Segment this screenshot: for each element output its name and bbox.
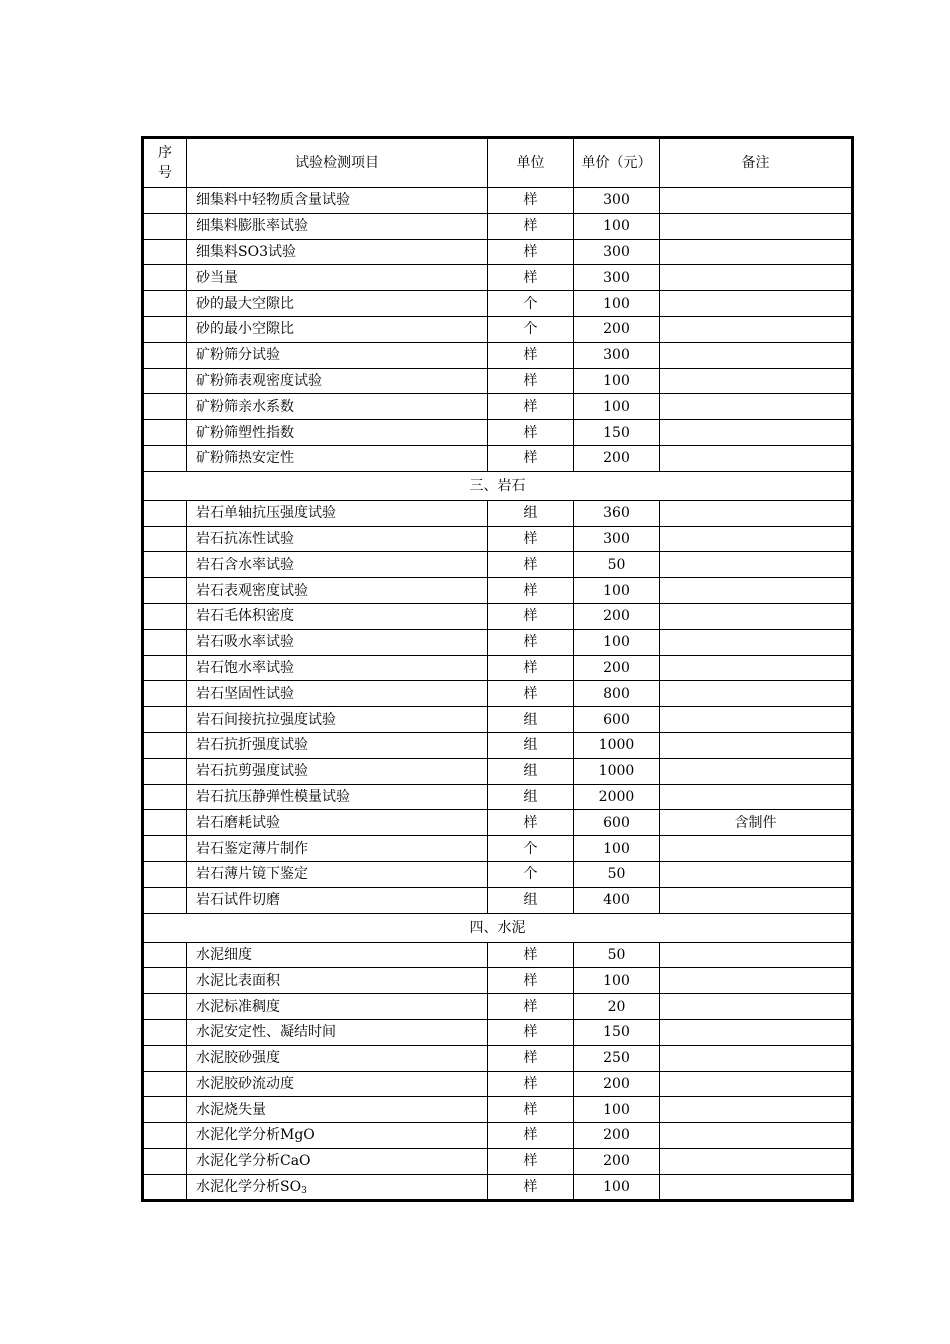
- item-cell: 岩石毛体积密度: [187, 603, 488, 629]
- unit-cell: 样: [488, 603, 574, 629]
- price-cell: 300: [574, 239, 660, 265]
- remark-cell: [660, 655, 852, 681]
- unit-cell: 样: [488, 1123, 574, 1149]
- item-cell: 砂的最大空隙比: [187, 291, 488, 317]
- remark-cell: [660, 758, 852, 784]
- unit-cell: 样: [488, 629, 574, 655]
- remark-cell: [660, 394, 852, 420]
- remark-cell: [660, 707, 852, 733]
- price-cell: 250: [574, 1045, 660, 1071]
- seq-cell: [144, 1019, 187, 1045]
- section-row: [144, 913, 852, 942]
- remark-cell: [660, 1097, 852, 1123]
- unit-cell: 样: [488, 445, 574, 471]
- seq-cell: [144, 784, 187, 810]
- table-row: [144, 368, 852, 394]
- item-cell: 水泥标准稠度: [187, 994, 488, 1020]
- seq-cell: [144, 1148, 187, 1174]
- item-cell: 细集料中轻物质含量试验: [187, 188, 488, 214]
- price-cell: 100: [574, 213, 660, 239]
- unit-cell: 个: [488, 836, 574, 862]
- table-row: [144, 968, 852, 994]
- item-cell: 水泥化学分析MgO: [187, 1123, 488, 1149]
- item-cell: 岩石表观密度试验: [187, 578, 488, 604]
- section-title: 三、岩石: [144, 471, 852, 500]
- price-cell: 2000: [574, 784, 660, 810]
- seq-cell: [144, 942, 187, 968]
- unit-cell: 样: [488, 1071, 574, 1097]
- price-cell: 300: [574, 342, 660, 368]
- table-row: [144, 758, 852, 784]
- item-cell: 细集料膨胀率试验: [187, 213, 488, 239]
- table-row: [144, 1123, 852, 1149]
- seq-cell: [144, 578, 187, 604]
- price-cell: 200: [574, 603, 660, 629]
- section-title: 四、水泥: [144, 913, 852, 942]
- seq-cell: [144, 994, 187, 1020]
- table-row: [144, 732, 852, 758]
- seq-cell: [144, 188, 187, 214]
- remark-cell: [660, 942, 852, 968]
- price-cell: 300: [574, 265, 660, 291]
- unit-cell: 样: [488, 1174, 574, 1200]
- price-table-body: [144, 139, 852, 1200]
- price-cell: 1000: [574, 758, 660, 784]
- unit-cell: 组: [488, 887, 574, 913]
- seq-cell: [144, 681, 187, 707]
- item-cell: 岩石抗冻性试验: [187, 526, 488, 552]
- table-row: [144, 1019, 852, 1045]
- price-cell: 200: [574, 655, 660, 681]
- item-cell: 矿粉筛表观密度试验: [187, 368, 488, 394]
- table-row: [144, 861, 852, 887]
- price-cell: 200: [574, 1071, 660, 1097]
- remark-cell: [660, 681, 852, 707]
- remark-cell: [660, 887, 852, 913]
- remark-cell: [660, 342, 852, 368]
- table-row: [144, 994, 852, 1020]
- table-row: [144, 445, 852, 471]
- remark-cell: [660, 265, 852, 291]
- unit-cell: 样: [488, 265, 574, 291]
- table-row: [144, 681, 852, 707]
- seq-cell: [144, 552, 187, 578]
- unit-cell: 样: [488, 1045, 574, 1071]
- subscript-3: 3: [301, 1186, 307, 1197]
- remark-cell: [660, 629, 852, 655]
- price-cell: 1000: [574, 732, 660, 758]
- table-row: [144, 1174, 852, 1200]
- remark-cell: [660, 213, 852, 239]
- table-row: [144, 420, 852, 446]
- unit-cell: 样: [488, 342, 574, 368]
- price-cell: 200: [574, 1148, 660, 1174]
- table-row: [144, 342, 852, 368]
- unit-cell: 样: [488, 239, 574, 265]
- item-cell: 岩石含水率试验: [187, 552, 488, 578]
- remark-cell: [660, 316, 852, 342]
- header-item: 试验检测项目: [187, 139, 488, 188]
- table-row: [144, 603, 852, 629]
- price-cell: 100: [574, 291, 660, 317]
- table-row: [144, 1045, 852, 1071]
- remark-cell: [660, 188, 852, 214]
- price-cell: 50: [574, 552, 660, 578]
- remark-cell: [660, 1045, 852, 1071]
- table-row: [144, 810, 852, 836]
- item-cell: 矿粉筛塑性指数: [187, 420, 488, 446]
- header-row: [144, 139, 852, 188]
- price-cell: 200: [574, 445, 660, 471]
- price-cell: 800: [574, 681, 660, 707]
- remark-cell: [660, 603, 852, 629]
- seq-cell: [144, 1097, 187, 1123]
- table-row: [144, 265, 852, 291]
- table-row: [144, 707, 852, 733]
- unit-cell: 样: [488, 994, 574, 1020]
- remark-cell: [660, 420, 852, 446]
- seq-cell: [144, 887, 187, 913]
- price-cell: 100: [574, 578, 660, 604]
- item-cell: 岩石坚固性试验: [187, 681, 488, 707]
- remark-cell: [660, 552, 852, 578]
- remark-cell: [660, 732, 852, 758]
- table-row: [144, 213, 852, 239]
- remark-cell: [660, 968, 852, 994]
- unit-cell: 样: [488, 213, 574, 239]
- remark-cell: [660, 291, 852, 317]
- price-cell: 100: [574, 1097, 660, 1123]
- seq-cell: [144, 1123, 187, 1149]
- remark-cell: [660, 1148, 852, 1174]
- price-cell: 100: [574, 1174, 660, 1200]
- price-cell: 600: [574, 810, 660, 836]
- seq-cell: [144, 500, 187, 526]
- price-cell: 100: [574, 836, 660, 862]
- seq-cell: [144, 368, 187, 394]
- seq-cell: [144, 445, 187, 471]
- item-cell: 矿粉筛分试验: [187, 342, 488, 368]
- unit-cell: 样: [488, 420, 574, 446]
- table-row: [144, 836, 852, 862]
- item-cell: 水泥安定性、凝结时间: [187, 1019, 488, 1045]
- table-row: [144, 655, 852, 681]
- seq-cell: [144, 1071, 187, 1097]
- seq-cell: [144, 526, 187, 552]
- price-cell: 50: [574, 861, 660, 887]
- seq-cell: [144, 629, 187, 655]
- item-cell: 岩石抗压静弹性模量试验: [187, 784, 488, 810]
- item-cell: 岩石抗剪强度试验: [187, 758, 488, 784]
- price-cell: 100: [574, 629, 660, 655]
- price-cell: 100: [574, 394, 660, 420]
- table-row: [144, 887, 852, 913]
- remark-cell: [660, 445, 852, 471]
- item-cell: 岩石单轴抗压强度试验: [187, 500, 488, 526]
- item-cell: 岩石抗折强度试验: [187, 732, 488, 758]
- remark-cell: [660, 861, 852, 887]
- seq-cell: [144, 861, 187, 887]
- item-cell: 岩石鉴定薄片制作: [187, 836, 488, 862]
- seq-cell: [144, 239, 187, 265]
- price-cell: 400: [574, 887, 660, 913]
- unit-cell: 样: [488, 681, 574, 707]
- price-cell: 300: [574, 188, 660, 214]
- table-row: [144, 578, 852, 604]
- unit-cell: 组: [488, 500, 574, 526]
- item-cell: 水泥化学分析CaO: [187, 1148, 488, 1174]
- unit-cell: 个: [488, 316, 574, 342]
- remark-cell: [660, 1123, 852, 1149]
- unit-cell: 样: [488, 394, 574, 420]
- table-row: [144, 394, 852, 420]
- table-row: [144, 552, 852, 578]
- item-cell: 水泥比表面积: [187, 968, 488, 994]
- seq-cell: [144, 707, 187, 733]
- price-cell: 200: [574, 1123, 660, 1149]
- unit-cell: 样: [488, 578, 574, 604]
- price-table-sheet: [141, 136, 854, 1202]
- item-cell: 岩石吸水率试验: [187, 629, 488, 655]
- seq-cell: [144, 213, 187, 239]
- item-cell: 岩石试件切磨: [187, 887, 488, 913]
- item-cell: 岩石磨耗试验: [187, 810, 488, 836]
- item-cell: 岩石间接抗拉强度试验: [187, 707, 488, 733]
- item-cell: 水泥烧失量: [187, 1097, 488, 1123]
- seq-cell: [144, 394, 187, 420]
- unit-cell: 组: [488, 784, 574, 810]
- table-row: [144, 1148, 852, 1174]
- price-cell: 100: [574, 968, 660, 994]
- price-cell: 50: [574, 942, 660, 968]
- unit-cell: 组: [488, 758, 574, 784]
- unit-cell: 个: [488, 861, 574, 887]
- seq-cell: [144, 291, 187, 317]
- unit-cell: 组: [488, 732, 574, 758]
- unit-cell: 样: [488, 942, 574, 968]
- item-cell: 砂的最小空隙比: [187, 316, 488, 342]
- item-cell: 砂当量: [187, 265, 488, 291]
- header-remark: 备注: [660, 139, 852, 188]
- remark-cell: [660, 1071, 852, 1097]
- unit-cell: 样: [488, 368, 574, 394]
- remark-cell: [660, 526, 852, 552]
- table-row: [144, 1071, 852, 1097]
- price-cell: 100: [574, 368, 660, 394]
- seq-cell: [144, 655, 187, 681]
- header-unit: 单位: [488, 139, 574, 188]
- unit-cell: 样: [488, 526, 574, 552]
- item-cell: 岩石饱水率试验: [187, 655, 488, 681]
- unit-cell: 样: [488, 810, 574, 836]
- table-row: [144, 784, 852, 810]
- seq-cell: [144, 968, 187, 994]
- seq-cell: [144, 732, 187, 758]
- seq-cell: [144, 810, 187, 836]
- table-row: [144, 316, 852, 342]
- unit-cell: 组: [488, 707, 574, 733]
- seq-cell: [144, 1174, 187, 1200]
- unit-cell: 样: [488, 1148, 574, 1174]
- header-seq-text: 序号: [158, 145, 172, 181]
- seq-cell: [144, 316, 187, 342]
- seq-cell: [144, 758, 187, 784]
- unit-cell: 样: [488, 552, 574, 578]
- table-row: [144, 1097, 852, 1123]
- price-cell: 200: [574, 316, 660, 342]
- item-cell: 水泥细度: [187, 942, 488, 968]
- seq-cell: [144, 420, 187, 446]
- seq-cell: [144, 265, 187, 291]
- remark-cell: [660, 1174, 852, 1200]
- remark-cell: [660, 994, 852, 1020]
- remark-cell: [660, 239, 852, 265]
- table-row: [144, 291, 852, 317]
- table-row: [144, 629, 852, 655]
- table-row: [144, 526, 852, 552]
- remark-cell: [660, 368, 852, 394]
- price-cell: 20: [574, 994, 660, 1020]
- remark-cell: [660, 836, 852, 862]
- seq-cell: [144, 1045, 187, 1071]
- remark-cell: [660, 500, 852, 526]
- price-cell: 150: [574, 420, 660, 446]
- item-cell: 水泥化学分析$SO_3$: [187, 1174, 488, 1200]
- price-table: [143, 138, 852, 1200]
- price-cell: 360: [574, 500, 660, 526]
- seq-cell: [144, 836, 187, 862]
- remark-cell: [660, 1019, 852, 1045]
- seq-cell: [144, 342, 187, 368]
- remark-cell: [660, 578, 852, 604]
- price-cell: 150: [574, 1019, 660, 1045]
- section-row: [144, 471, 852, 500]
- unit-cell: 样: [488, 1019, 574, 1045]
- seq-cell: [144, 603, 187, 629]
- price-cell: 600: [574, 707, 660, 733]
- header-price: 单价（元）: [574, 139, 660, 188]
- unit-cell: 样: [488, 655, 574, 681]
- table-row: [144, 942, 852, 968]
- table-row: [144, 239, 852, 265]
- unit-cell: 样: [488, 1097, 574, 1123]
- remark-cell: [660, 784, 852, 810]
- unit-cell: 个: [488, 291, 574, 317]
- item-cell: 水泥胶砂流动度: [187, 1071, 488, 1097]
- item-cell: 岩石薄片镜下鉴定: [187, 861, 488, 887]
- item-cell: 细集料SO3试验: [187, 239, 488, 265]
- table-row: [144, 188, 852, 214]
- remark-cell: 含制件: [660, 810, 852, 836]
- header-seq: [144, 139, 187, 188]
- table-row: [144, 500, 852, 526]
- unit-cell: 样: [488, 188, 574, 214]
- price-cell: 300: [574, 526, 660, 552]
- item-cell: 水泥胶砂强度: [187, 1045, 488, 1071]
- unit-cell: 样: [488, 968, 574, 994]
- item-cell: 矿粉筛热安定性: [187, 445, 488, 471]
- item-cell: 矿粉筛亲水系数: [187, 394, 488, 420]
